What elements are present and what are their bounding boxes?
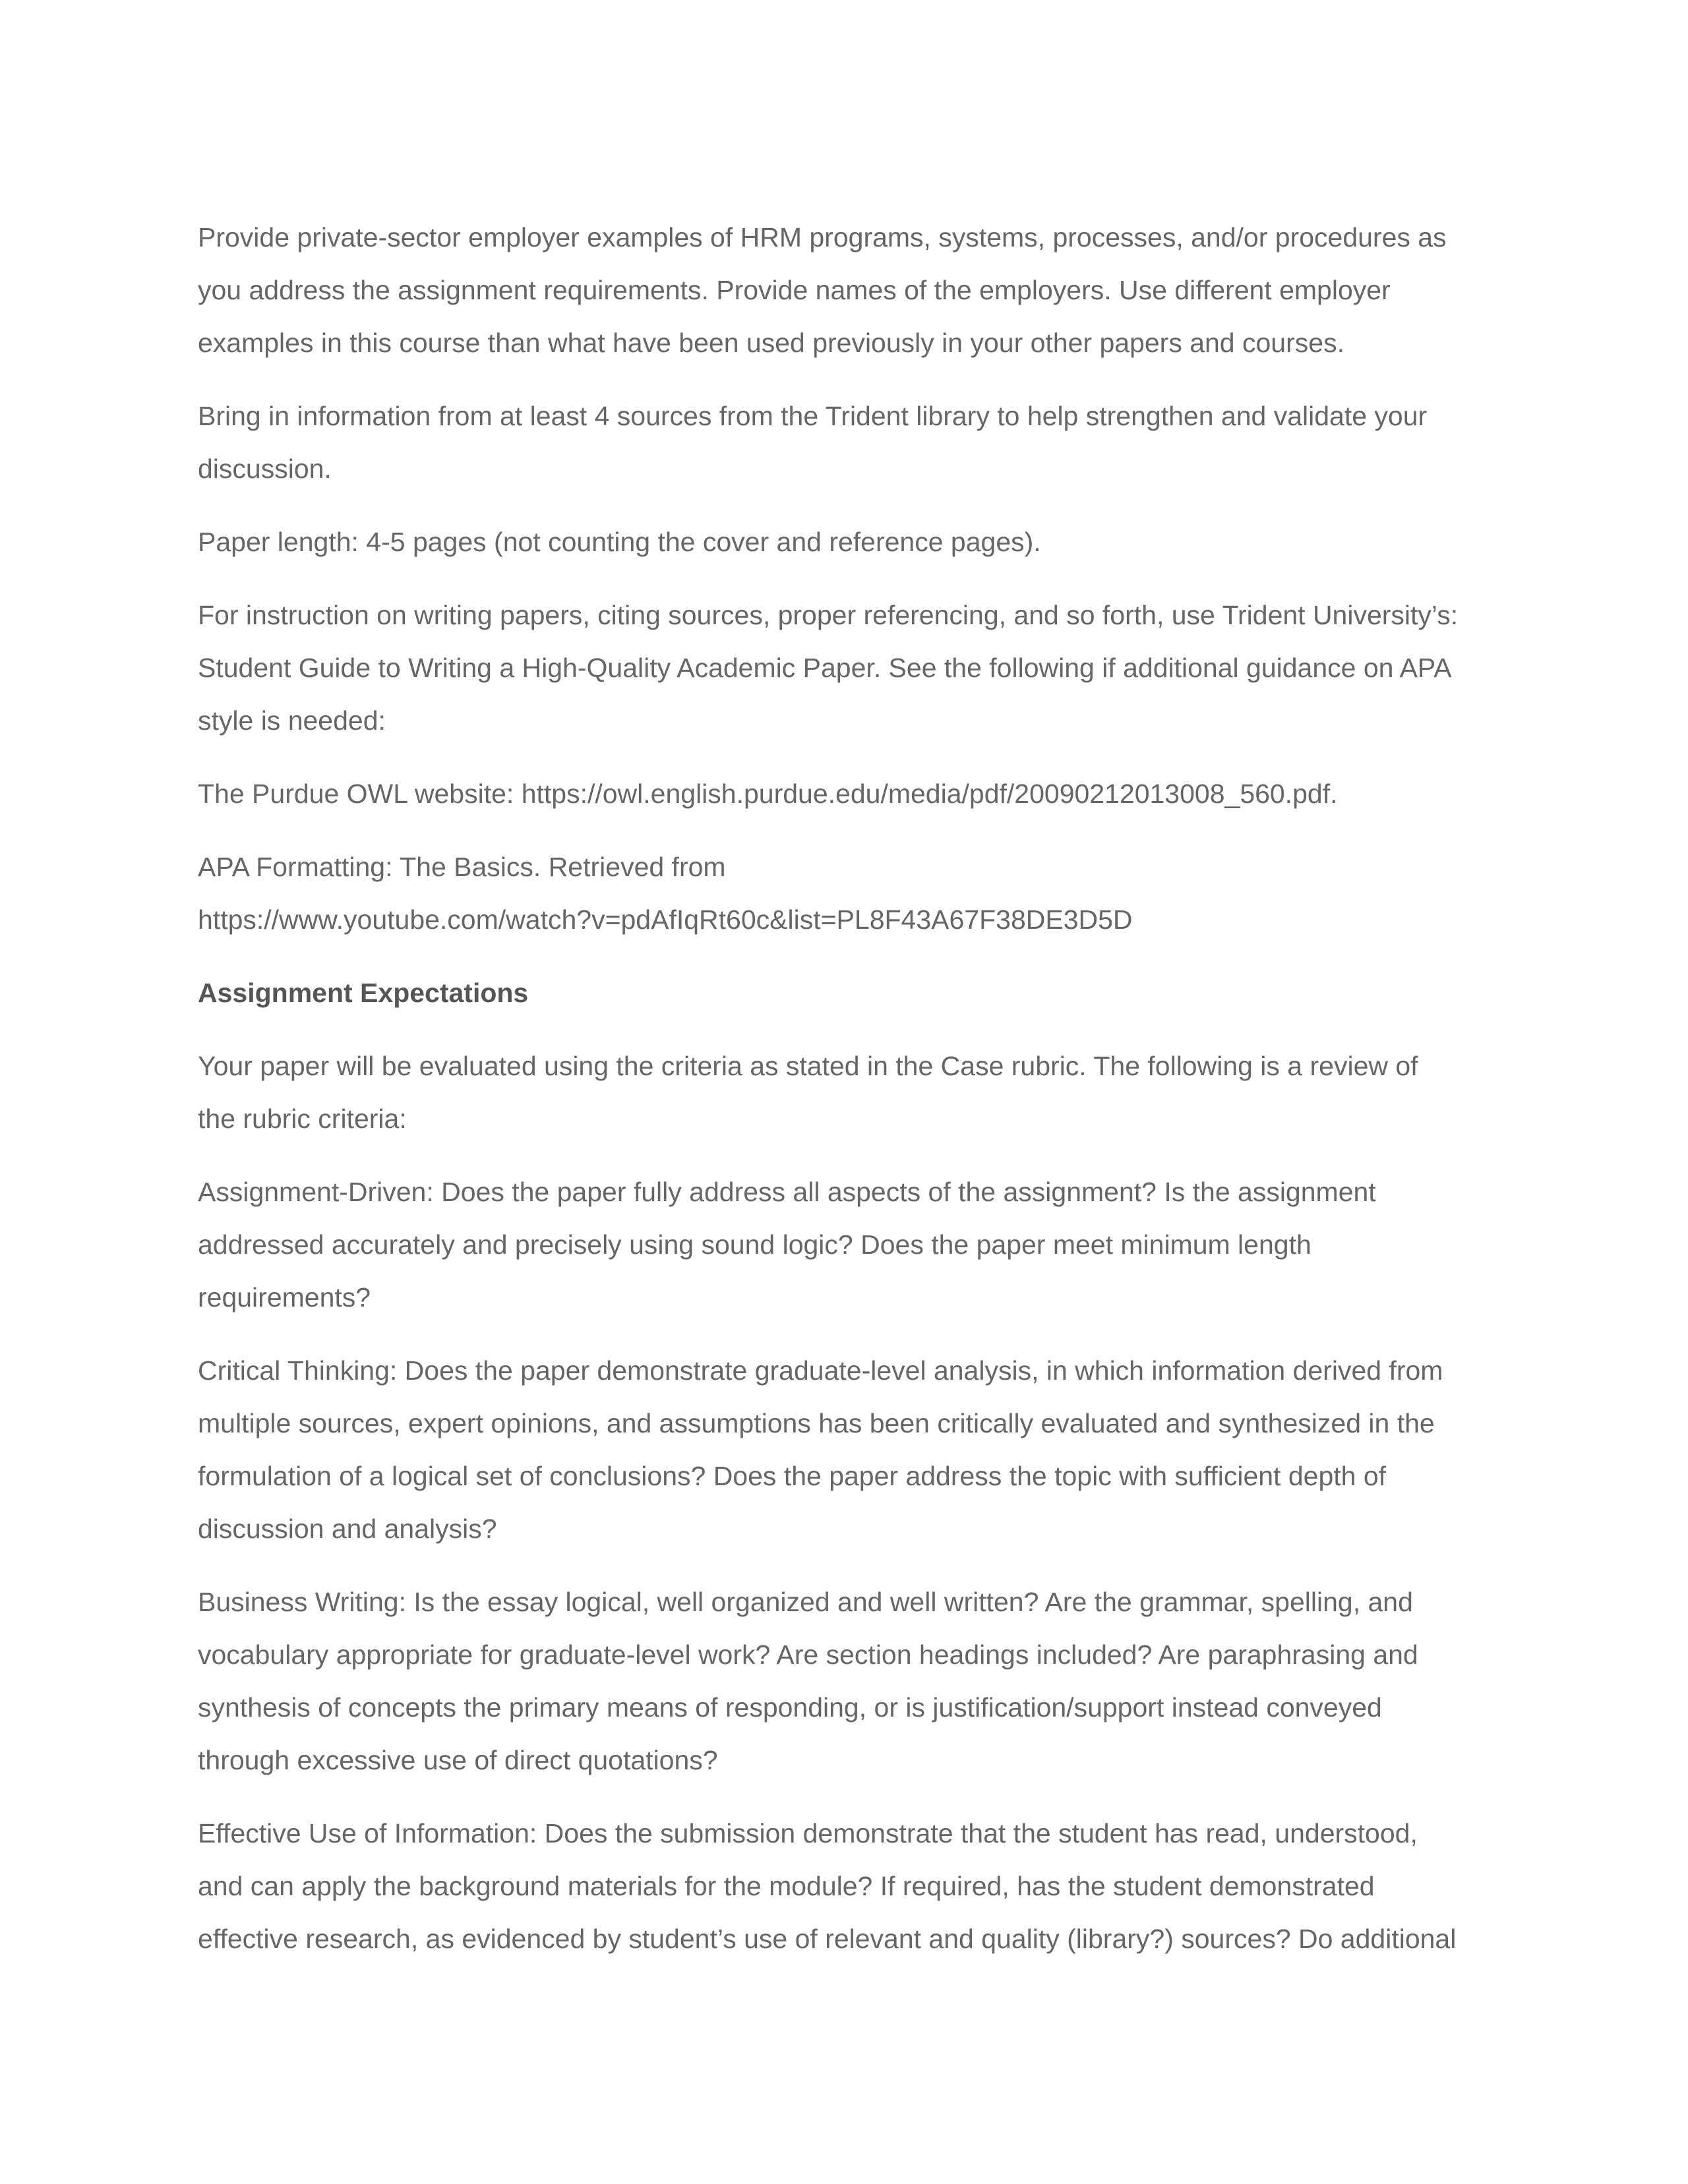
paragraph-rubric-intro: Your paper will be evaluated using the criteria as stated in the Case rubric. The following is a review of the rubric criteria: xyxy=(198,1051,1418,1134)
paragraph-critical-thinking: Critical Thinking: Does the paper demonstrate graduate-level analysis, in which information derived from multiple sources, expert opinions, and assumptions has been critically evaluated and synthesized in the formulation of a logical set of conclusions? Does the paper address the topic with sufficient depth of discussion and analysis? xyxy=(198,1355,1443,1544)
paragraph-apa-formatting: APA Formatting: The Basics. Retrieved from https://www.youtube.com/watch?v=pdAfIqRt60c&list=PL8F43A67F38DE3D5D xyxy=(198,852,1133,935)
document-body xyxy=(198,211,1490,1986)
paragraph-library-sources: Bring in information from at least 4 sources from the Trident library to help strengthen and validate your discussion. xyxy=(198,401,1428,484)
paragraph-writing-guide: For instruction on writing papers, citing sources, proper referencing, and so forth, use Trident University’s: Student Guide to Writing a High-Quality Academic Paper. See the following if additional guidance on APA style is needed: xyxy=(198,600,1459,736)
paragraph-paper-length: Paper length: 4-5 pages (not counting the cover and reference pages). xyxy=(198,527,1041,557)
paragraph-employer-examples: Provide private-sector employer examples of HRM programs, systems, processes, and/or procedures as you address the assignment requirements. Provide names of the employers. Use different employer examples in this course than what have been used previously in your other papers and courses. xyxy=(198,222,1447,358)
section-heading-assignment-expectations: Assignment Expectations xyxy=(198,978,529,1008)
paragraph-effective-use-of-information: Effective Use of Information: Does the submission demonstrate that the student has read, understood, and can apply the background materials for the module? If required, has the student demonstrated effective research, as evidenced by student’s use of relevant and quality (library?) sources? Do additional xyxy=(198,1818,1457,1954)
paragraph-assignment-driven: Assignment-Driven: Does the paper fully address all aspects of the assignment? Is the assignment addressed accurately and precisely using sound logic? Does the paper meet minimum length requirements? xyxy=(198,1177,1376,1313)
paragraph-purdue-owl: The Purdue OWL website: https://owl.english.purdue.edu/media/pdf/20090212013008_560.pdf. xyxy=(198,779,1338,809)
paragraph-business-writing: Business Writing: Is the essay logical, well organized and well written? Are the grammar, spelling, and vocabulary appropriate for graduate-level work? Are section headings included? Are paraphrasing and synthesis of concepts the primary means of responding, or is justification/support instead conveyed through excessive use of direct quotations? xyxy=(198,1587,1418,1775)
